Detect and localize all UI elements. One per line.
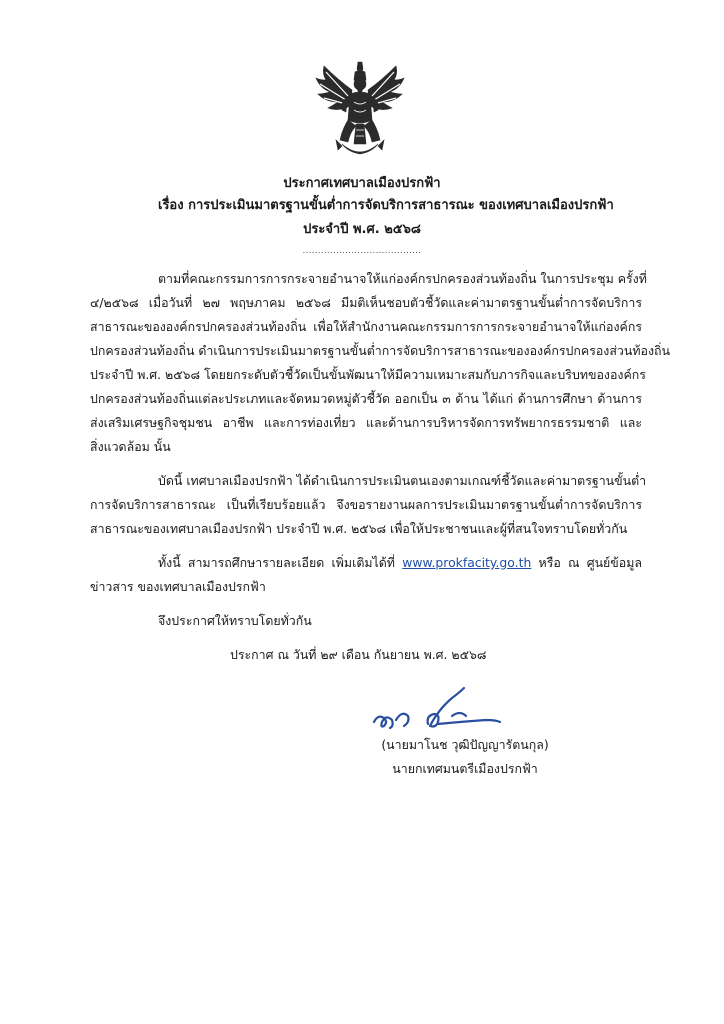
paragraph-1-line-3: สาธารณะขององค์กรปกครองส่วนท้องถิ่น เพื่อให้สำนักงานคณะกรรมการการกระจายอำนาจให้แก่องค์กร [90,319,642,334]
paragraph-3-text-after-link: หรือ ณ ศูนย์ข้อมูล [538,555,642,570]
dotted-separator: ....................................... [302,246,422,255]
paragraph-1-line-2: ๔/๒๕๖๘ เมื่อวันที่ ๒๗ พฤษภาคม ๒๕๖๘ มีมติเห็นชอบตัวชี้วัดและค่ามาตรฐานขั้นต่ำการจัดบริการ [90,295,642,310]
paragraph-1-line-8: สิ่งแวดล้อม นั้น [90,439,171,454]
paragraph-2-line-3: สาธารณะของเทศบาลเมืองปรกฟ้า ประจำปี พ.ศ. ๒๕๖๘ เพื่อให้ประชาชนและผู้ที่สนใจทราบโดยทั่วกัน [90,521,628,536]
announce-line: จึงประกาศให้ทราบโดยทั่วกัน [158,613,312,628]
paragraph-1-line-1: ตามที่คณะกรรมการการกระจายอำนาจให้แก่องค์กรปกครองส่วนท้องถิ่น ในการประชุม ครั้งที่ [158,271,647,286]
paragraph-1-line-4: ปกครองส่วนท้องถิ่น ดำเนินการประเมินมาตรฐานขั้นต่ำการจัดบริการสาธารณะขององค์กรปกครองส่วนท้องถิ่น [90,343,670,358]
announcement-title: ประกาศเทศบาลเมืองปรกฟ้า [283,176,441,191]
announcement-subject: เรื่อง การประเมินมาตรฐานขั้นต่ำการจัดบริการสาธารณะ ของเทศบาลเมืองปรกฟ้า [158,198,614,213]
announcement-date: ประกาศ ณ วันที่ ๒๙ เดือน กันยายน พ.ศ. ๒๕๖๘ [230,647,487,662]
paragraph-1-line-6: ปกครองส่วนท้องถิ่นแต่ละประเภทและจัดหมวดหมู่ตัวชี้วัด ออกเป็น ๓ ด้าน ได้แก่ ด้านการศึกษา ด้านการ [90,391,642,406]
paragraph-3-line-2: ข่าวสาร ของเทศบาลเมืองปรกฟ้า [90,579,266,594]
signer-position: นายกเทศมนตรีเมืองปรกฟ้า [392,761,538,776]
paragraph-1-line-7: ส่งเสริมเศรษฐกิจชุมชน อาชีพ และการท่องเที่ยว และด้านการบริหารจัดการทรัพยากรธรรมชาติ และ [90,415,642,430]
paragraph-1-line-5: ประจำปี พ.ศ. ๒๕๖๘ โดยยกระดับตัวชี้วัดเป็นขั้นพัฒนาให้มีความเหมาะสมกับภารกิจและบริบทขององค์กร [90,367,646,382]
garuda-emblem-icon [312,60,408,160]
website-link[interactable]: www.prokfacity.go.th [402,555,532,570]
paragraph-2-line-2: การจัดบริการสาธารณะ เป็นที่เรียบร้อยแล้ว จึงขอรายงานผลการประเมินมาตรฐานขั้นต่ำการจัดบริการ [90,497,642,512]
paragraph-2-line-1: บัดนี้ เทศบาลเมืองปรกฟ้า ได้ดำเนินการประเมินตนเองตามเกณฑ์ชี้วัดและค่ามาตรฐานขั้นต่ำ [158,473,647,488]
handwritten-signature [368,680,518,740]
paragraph-3-text-before-link: ทั้งนี้ สามารถศึกษารายละเอียด เพิ่มเติมได้ที่ [158,555,395,570]
paragraph-3-line-1 [158,554,642,572]
signer-name: (นายมาโนช วุฒิปัญญารัตนกุล) [381,737,549,752]
announcement-year: ประจำปี พ.ศ. ๒๕๖๘ [303,222,421,237]
